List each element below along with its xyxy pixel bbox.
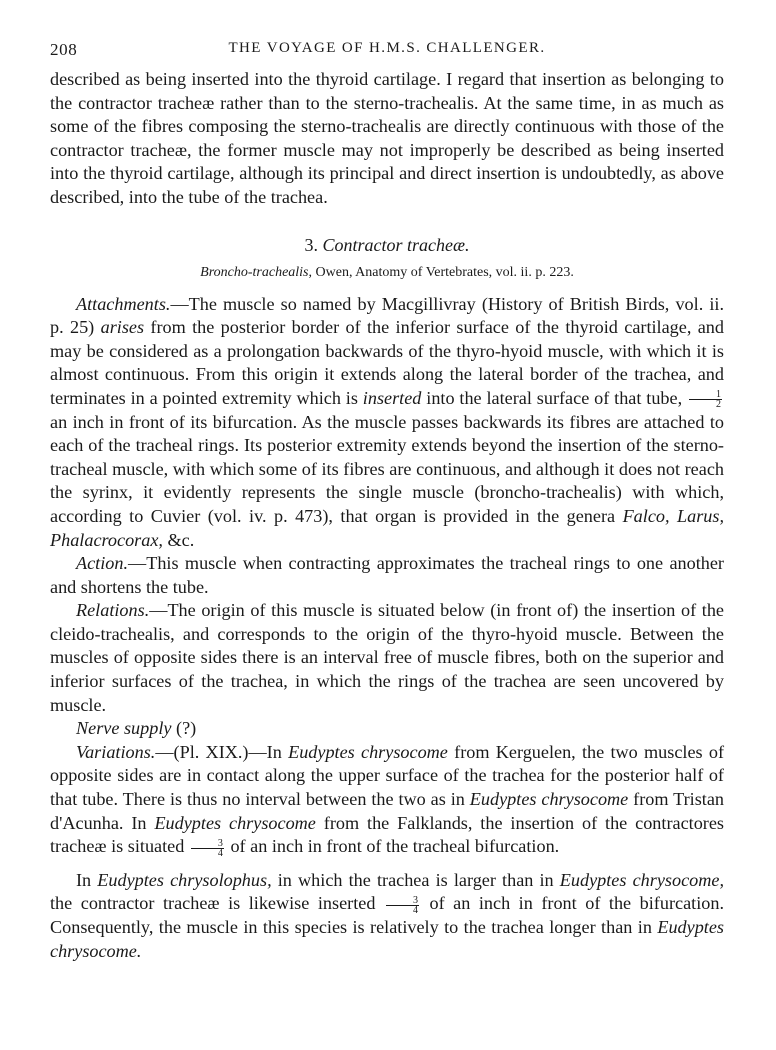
- body-text: [50, 68, 724, 963]
- variations-label: Variations.: [76, 741, 156, 762]
- page-header: [50, 40, 724, 68]
- running-title: THE VOYAGE OF H.M.S. CHALLENGER.: [228, 40, 546, 56]
- attachments-paragraph: Attachments.—The muscle so named by Macgillivray (History of British Birds, vol. ii. p. 25) arises from the posterior border of the inferior surface of the thyroid cartilage, and may be considered as a prolongation backwards of the thyro-hyoid muscle, with which it is almost continuous. From this origin it extends along the lateral border of the trachea, and terminates in a pointed extremity which is inserted into the lateral surface of that tube, $\frac{1}{2}$ an inch in front of its bifurcation. As the muscle passes backwards its fibres are attached to each of the tracheal rings. Its posterior extremity extends beyond the insertion of the sterno-tracheal muscle, with which some of its fibres are continuous, and although it does not reach the syrinx, it evidently represents the single muscle (broncho-trachealis) with which, according to Cuvier (vol. iv. p. 473), that organ is provided in the genera Falco, Larus, Phalacrocorax, &c.: [50, 293, 724, 550]
- synonym-reference: [50, 265, 724, 281]
- continuation-paragraph: described as being inserted into the thyroid cartilage. I regard that insertion as belonging to the contractor tracheæ rather than to the sterno-trachealis. At the same time, in as much as some of the fibres composing the sterno-trachealis are directly continuous with those of the contractor tracheæ, the former muscle may not improperly be described as being inserted into the thyroid cartilage, although its principal and direct insertion is undoubtedly, as above described, into the tube of the trachea.: [50, 69, 724, 207]
- nerve-supply-paragraph: Nerve supply (?): [76, 718, 197, 739]
- fraction: $\frac{1}{2}$: [689, 390, 722, 409]
- synonym-citation: , Owen, Anatomy of Vertebrates, vol. ii. p. 223.: [308, 264, 574, 280]
- page-number: 208: [50, 40, 78, 59]
- variations-paragraph: Variations.—(Pl. XIX.)—In Eudyptes chrysocome from Kerguelen, the two muscles of opposite sides are in contact along the upper surface of the trachea for the posterior half of that tube. There is thus no interval between the two as in Eudyptes chrysocome from Tristan d'Acunha. In Eudyptes chrysocome from the Falklands, the insertion of the contractores tracheæ is situated $\frac{3}{4}$ of an inch in front of the tracheal bifurcation.: [50, 741, 725, 859]
- fraction: $\frac{3}{4}$: [191, 839, 224, 858]
- relations-paragraph: Relations.—The origin of this muscle is situated below (in front of) the insertion of the cleido-trachealis, and corresponds to the origin of the thyro-hyoid muscle. Between the muscles of opposite sides there is an interval free of muscle fibres, both on the superior and inferior surfaces of the trachea, in which the rings of the trachea are seen uncovered by muscle.: [50, 600, 724, 715]
- synonym-name: Broncho-trachealis: [200, 264, 309, 280]
- section-heading: [50, 235, 724, 256]
- relations-label: Relations.: [76, 600, 150, 621]
- nerve-supply-label: Nerve supply: [76, 718, 172, 739]
- fraction: $\frac{3}{4}$: [386, 896, 419, 915]
- action-paragraph: Action.—This muscle when contracting approximates the tracheal rings to one another and shortens the tube.: [50, 553, 724, 597]
- paragraph-gap: [50, 859, 724, 869]
- action-label: Action.: [76, 553, 129, 574]
- final-paragraph: In Eudyptes chrysolophus, in which the trachea is larger than in Eudyptes chrysocome, the contractor tracheæ is likewise inserted $\frac{3}{4}$ of an inch in front of the bifurcation. Consequently, the muscle in this species is relatively to the trachea longer than in Eudyptes chrysocome.: [50, 869, 724, 961]
- section-title: Contractor tracheæ.: [322, 234, 470, 255]
- attachments-label: Attachments.: [76, 293, 171, 314]
- section-number: 3.: [304, 234, 318, 255]
